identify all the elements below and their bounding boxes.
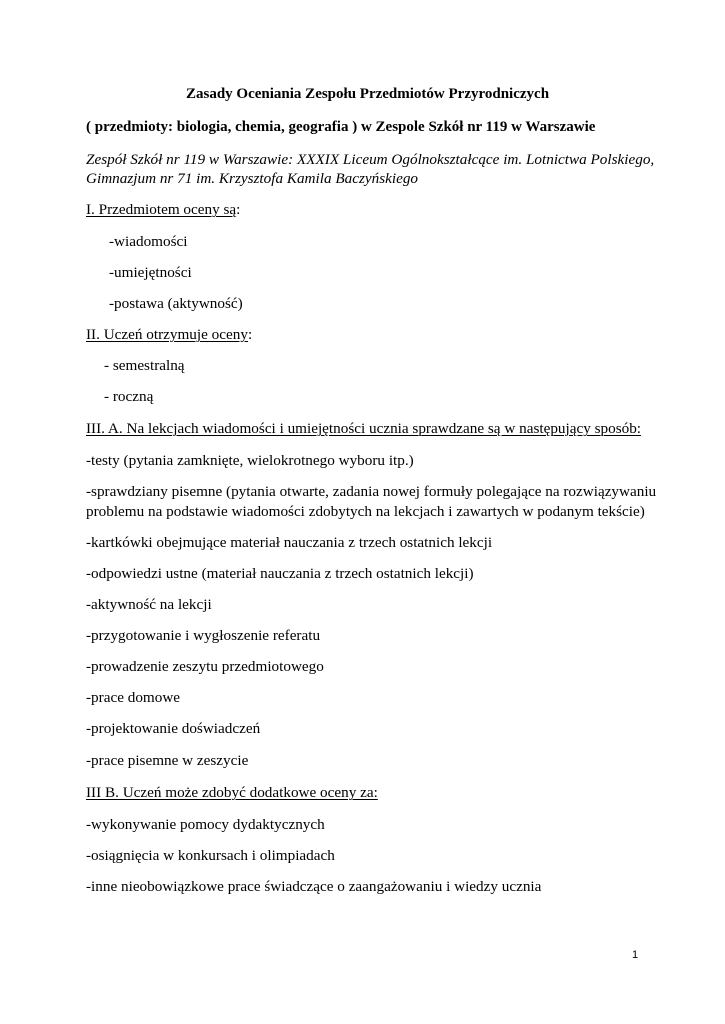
section-3a-item: -prace pisemne w zeszycie [86, 752, 249, 769]
section-3a-heading: III. A. Na lekcjach wiadomości i umiejętności ucznia sprawdzane są w następujący sposób: [86, 420, 642, 437]
section-2-heading [86, 326, 252, 344]
document-subtitle: ( przedmioty: biologia, chemia, geografia ) w Zespole Szkół nr 119 w Warszawie [86, 119, 596, 135]
section-3a-item: -przygotowanie i wygłoszenie referatu [86, 627, 321, 644]
section-3a-item: -kartkówki obejmujące materiał nauczania z trzech ostatnich lekcji [86, 534, 493, 551]
section-1-item: -wiadomości [109, 233, 188, 250]
section-1-heading [86, 201, 240, 219]
section-3b-item: -wykonywanie pomocy dydaktycznych [86, 816, 325, 833]
section-1-item: -postawa (aktywność) [109, 295, 243, 312]
section-3a-item: -testy (pytania zamknięte, wielokrotnego wyboru itp.) [86, 452, 414, 469]
section-1-heading-text: I. Przedmiotem oceny są [86, 201, 237, 218]
section-3a-item: -sprawdziany pisemne (pytania otwarte, zadania nowej formuły polegające na rozwiązywaniu [86, 483, 657, 500]
school-line-1: Zespół Szkół nr 119 w Warszawie: XXXIX Liceum Ogólnokształcące im. Lotnictwa Polskiego, [86, 151, 655, 168]
section-2-heading-suffix: : [247, 326, 253, 343]
section-3b-item: -osiągnięcia w konkursach i olimpiadach [86, 847, 335, 864]
section-3a-item: -projektowanie doświadczeń [86, 720, 261, 737]
section-3a-item: -aktywność na lekcji [86, 596, 212, 613]
section-1-heading-suffix: : [236, 201, 241, 218]
section-3b-item: -inne nieobowiązkowe prace świadczące o zaangażowaniu i wiedzy ucznia [86, 878, 542, 895]
section-3a-item: problemu na podstawie wiadomości zdobytych na lekcjach i zawartych w podanym tekście) [86, 503, 645, 520]
document-title: Zasady Oceniania Zespołu Przedmiotów Przyrodniczych [186, 86, 550, 102]
section-3b-heading: III B. Uczeń może zdobyć dodatkowe oceny za: [86, 784, 378, 801]
section-3a-item: -prace domowe [86, 689, 181, 706]
school-line-2: Gimnazjum nr 71 im. Krzysztofa Kamila Baczyńskiego [86, 170, 419, 187]
page-number: 1 [632, 949, 639, 961]
section-2-item: - roczną [104, 388, 154, 405]
section-3a-item: -prowadzenie zeszytu przedmiotowego [86, 658, 324, 675]
section-3a-item: -odpowiedzi ustne (materiał nauczania z trzech ostatnich lekcji) [86, 565, 474, 582]
section-2-heading-text: II. Uczeń otrzymuje oceny [86, 326, 248, 343]
section-2-item: - semestralną [104, 357, 185, 374]
section-1-item: -umiejętności [109, 264, 192, 281]
